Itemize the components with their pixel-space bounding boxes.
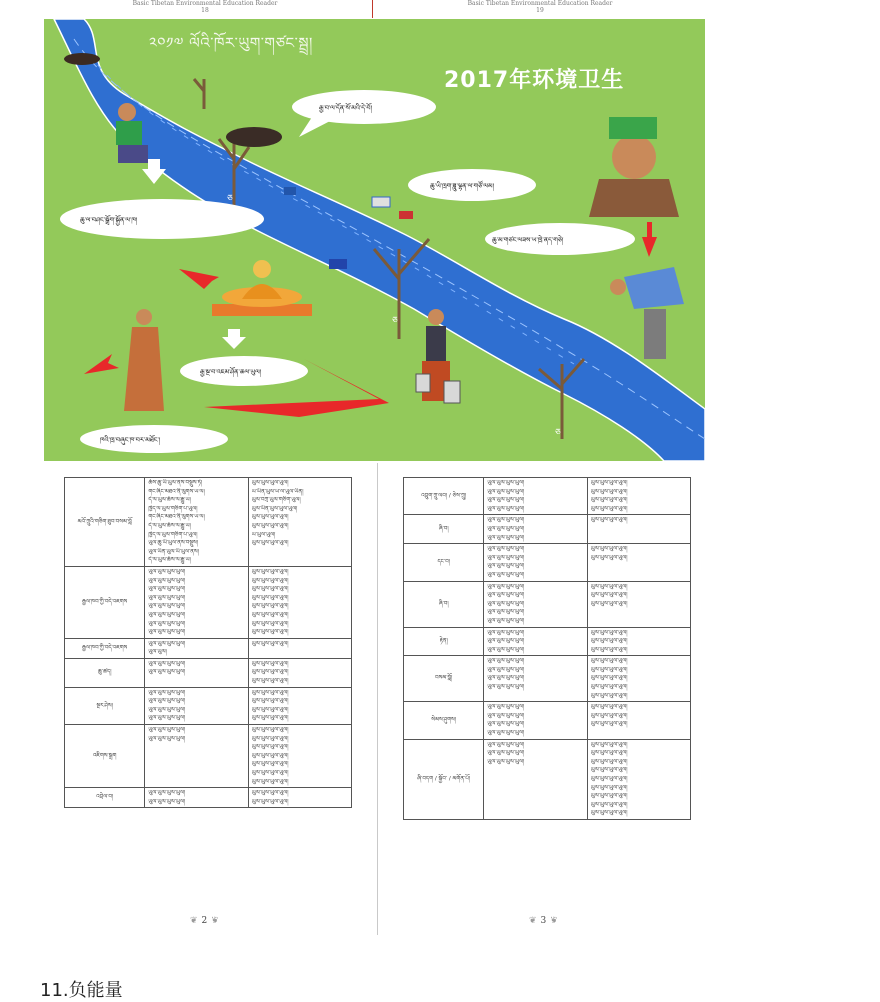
- text-line: ཡུལ་ཡུལ་ཡུལ་ཡུལ།: [590, 583, 628, 590]
- text-line: ཡུལ་ཡུལ་ཡུལ་ཡུལ།: [148, 735, 186, 742]
- text-line: ཡུལ་ཡུལ་ཡུལ་ཡུལ།: [148, 798, 186, 805]
- text-line: ཁྱེད་ལ་ཡུལ་གཅིག་པ་ཡུལ།: [148, 505, 198, 512]
- text-line: ཡུལ་ཡུལ་ཡུལ་ཡུལ།: [251, 586, 289, 593]
- term-cell: ཆུ་ཚད།: [65, 658, 145, 687]
- text-line: ཡུལ་ཡུལ་ཡུལ་ཡུལ།: [590, 776, 628, 782]
- example-cell: [484, 739, 587, 819]
- example-cell: [484, 627, 587, 656]
- text-line: ཡུལ་ཡུལ་ཡུལ་ཡུལ།: [590, 784, 628, 791]
- text-line: དེ་ལ་ཡུལ་ཆོས་ལ་རྒྱུ་ཡ།: [148, 497, 191, 504]
- text-line: ཡུལ་ཡུལ་ཡུལ་ཡུལ།: [487, 497, 525, 504]
- text-line: ཡུལ་ཡུལ་ཡུལ་ཡུལ།: [251, 514, 289, 521]
- example-cell: [145, 725, 248, 788]
- bubble-text: ཆུ་ལ་བཤང་སྒྲོག་སྐྱོན་ལ་ཁ།: [80, 216, 138, 224]
- text-line: གང་ཞིང་མཐའ་ནི་ལུགས་ཡ་ལ།: [148, 488, 205, 495]
- text-line: ཡུལ་ཡུལ་ཡུལ་ཡུལ།: [590, 666, 628, 673]
- translation-cell: [248, 658, 351, 687]
- text-line: ཡུལ་ཡིན་ཡུལ་ཡི་ཡུལ་ནས།: [148, 548, 199, 555]
- left-running-header: Basic Tibetan Environmental Education Reader 18: [132, 0, 278, 14]
- text-line: ཡུལ་ཡུལ་ཡུལ་ཡུལ།: [590, 629, 628, 636]
- text-line: ཡུལ་ཡུལ་ཡུལ་ཡུལ།: [487, 684, 525, 691]
- text-line: ཡུལ་ཡུལ་ཡུལ་ཡུལ།: [251, 778, 289, 785]
- text-line: ཡུལ་ཡུལ་ཡུལ་ཡུལ།: [251, 611, 289, 618]
- example-cell: [145, 638, 248, 658]
- table-row: [404, 581, 691, 627]
- text-line: ཡུལ་ཡུལ་ཡུལ་ཡུལ།: [251, 629, 289, 636]
- example-cell: [484, 478, 587, 515]
- center-fold-mark: [372, 0, 373, 18]
- text-line: ཡུལ་ཡུལ་ཡུལ་ཡུལ།: [487, 517, 525, 524]
- text-line: ཡུལ་ཡུལ་ཡུལ་ཡུལ།: [251, 540, 289, 547]
- text-line: ཡུལ་ཡུལ་ཡུལ་ཡུལ།: [251, 727, 289, 734]
- table-row: [65, 687, 352, 724]
- translation-cell: [248, 725, 351, 788]
- translation-cell: [248, 478, 351, 567]
- text-line: ཡུལ་ཡུལ་ཡུལ་ཡུལ།: [148, 727, 186, 734]
- table-row: [65, 725, 352, 788]
- text-line: ཡུལ་ཆུ་ཡི་ཡུལ་ནས་བསྡུས།: [148, 540, 198, 547]
- table-row: [404, 544, 691, 581]
- example-cell: [484, 515, 587, 544]
- table-row: [65, 478, 352, 567]
- translation-cell: [587, 581, 690, 627]
- text-line: ཡུལ་ཡུལ་ཡུལ་ཡུལ།: [487, 666, 525, 673]
- text-line: དེ་ལ་ཡུལ་ཆོས་ལ་རྒྱུ་ཡ།: [148, 522, 191, 529]
- carcass-icon: [226, 127, 282, 147]
- text-line: ཡུལ་ཡུལ་ཡུལ་ཡུལ།: [487, 758, 525, 765]
- text-line: ཡུལ་ཡུལ་ཡུལ་ཡུལ།: [590, 741, 628, 748]
- poster-title-tibetan: ༢༠༡༧ ལོའི་ཁོར་ཡུག་གཙང་སྦྲ།: [149, 34, 313, 52]
- right-running-header: Basic Tibetan Environmental Education Reader 19: [467, 0, 613, 14]
- text-line: ཡུལ་ཡུལ་ཡུལ་ཡུལ།: [251, 480, 289, 486]
- text-line: ཡུལ་ཡུལ་ཡུལ་ཡུལ།: [487, 546, 525, 553]
- term-cell: ཞི་བ།: [404, 515, 484, 544]
- example-cell: [145, 788, 248, 808]
- translation-cell: [587, 627, 690, 656]
- buddha-figure: [212, 260, 312, 316]
- translation-cell: [248, 788, 351, 808]
- translation-cell: [587, 739, 690, 819]
- text-line: ཡུལ་ཡུལ་ཡུལ་ཡུལ།: [487, 571, 525, 578]
- text-line: ཡུལ་ཡུལ་ཡུལ་ཡུལ།: [148, 706, 186, 713]
- text-line: ཡུལ་ཡུལ་ཡུལ་ཡུལ།: [487, 750, 525, 757]
- text-line: ཡུལ་ཡུལ་ཡུལ་ཡུལ།: [251, 594, 289, 601]
- example-cell: [484, 544, 587, 581]
- text-line: གང་ཞིང་མཐའ་ནི་ལུགས་ཡ་ལ།: [148, 514, 205, 521]
- ornament-icon: ❦: [190, 916, 198, 926]
- text-line: ཁྱེད་ལ་ཡུལ་གཅིག་པ་ཡུལ།: [148, 531, 198, 538]
- ornament-icon: ❦: [550, 916, 558, 926]
- text-line: ཡུལ་ཡུལ་ཡུལ་ཡུལ།: [251, 678, 289, 685]
- translation-cell: [587, 478, 690, 515]
- text-line: ཡུལ་ཡུལ་ཡུལ་ཡུལ།: [487, 563, 525, 570]
- left-page-number: ❦ 2 ❦: [190, 916, 219, 926]
- bending-man-figure: [610, 267, 684, 359]
- text-line: ཡུལ་ཡུལ་ཡུལ་ཡུལ།: [590, 675, 628, 682]
- text-line: ཡུལ་ཡུལ་ཡུལ་ཡུལ།: [590, 497, 628, 504]
- carcass-icon: [64, 53, 100, 65]
- tree-mark: ཅ: [392, 316, 398, 326]
- bubble-text: ཆུ་ཡི་ཁྲག་ཟླུ་ལྷན་ལ་གཙོ་ལམ།: [430, 182, 495, 190]
- text-line: ཡུལ་ཡུལ་ཡུལ་ཡུལ།: [251, 689, 289, 696]
- litter-icon: [399, 211, 413, 219]
- text-line: ཡུལ་ཡུལ་ཡུལ་ཡུལ།: [487, 600, 525, 607]
- text-line: ཡུལ་ཡུལ་ཡུལ་ཡུལ།: [148, 603, 186, 610]
- text-line: ཡུལ་ཡུལ་ཡུལ་ཡུལ།: [148, 640, 186, 647]
- term-cell: ཞི་བདག / སྐྱོབ་ / མགོན་པོ།: [404, 739, 484, 819]
- text-line: ཡུལ་ཡུལ་ཡུལ་ཡུལ།: [487, 609, 525, 616]
- example-cell: [484, 581, 587, 627]
- page-gutter: [377, 463, 378, 935]
- term-cell: འབྲེལ་བ།: [65, 788, 145, 808]
- left-vocabulary-table: [64, 477, 352, 808]
- text-line: ཡུལ་ཡུལ་ཡུལ་ཡུལ།: [590, 801, 628, 808]
- example-cell: [484, 702, 587, 739]
- translation-cell: [587, 702, 690, 739]
- right-vocabulary-table: [403, 477, 691, 820]
- term-cell: བསམ་བློ།: [404, 656, 484, 702]
- text-line: ཡུལ་ཡུལ་ཡུལ་ཡུལ།: [148, 715, 186, 722]
- text-line: ཡུལ་ཡུལ་ཡུལ་ཡུལ།: [148, 629, 186, 636]
- text-line: ཡུལ་ཡུལ་ཡུལ་ཡུལ།: [487, 554, 525, 561]
- table-row: [65, 788, 352, 808]
- text-line: ཡུལ་ཡུལ་ཡུལ་ཡུལ།: [251, 715, 289, 722]
- translation-cell: [587, 515, 690, 544]
- text-line: ཡུལ་ཡུལ་ཡུལ་ཡུལ།: [251, 640, 289, 647]
- text-line: ཡུལ་བཀྲ་ཡུལ་གཅིག་ཡུལ།: [251, 497, 301, 504]
- text-line: ཡུལ་ཡུལ་ཡུལ་ཡུལ།: [148, 689, 186, 696]
- text-line: ཡུལ་ཡུལ་ཡུལ་ཡུལ།: [487, 534, 525, 541]
- text-line: ཡུལ་ཡུལ་ཡུལ་ཡུལ།: [487, 712, 525, 719]
- tree-mark: ཅ: [555, 428, 561, 438]
- table-row: [65, 638, 352, 658]
- red-arrow-icon: [84, 354, 119, 374]
- text-line: ཡུལ་ཡུལ་ཡུལ་ཡུལ།: [251, 522, 289, 529]
- text-line: ཡུལ་ཡུལ་ཡུལ་ཡུལ།: [590, 692, 628, 699]
- text-line: ཡུལ་ཡུལ་ཡུལ་ཡུལ།: [590, 758, 628, 765]
- text-line: ཡུལ་ཡིན་ཡུལ་ཡུལ་ཡུལ།: [251, 505, 298, 512]
- text-line: ཡུལ་ཡུལ་ཡུལ་ཡུལ།: [251, 660, 289, 667]
- red-arrow-icon: [179, 269, 219, 289]
- text-line: ཡུལ་ཡུལ་ཡུལ་ཡུལ།: [148, 660, 186, 667]
- text-line: ཡུལ་ཡུལ་ཡུལ་ཡུལ།: [487, 505, 525, 512]
- text-line: ཡུལ་ཡུལ་ཡུལ་ཡུལ།: [590, 517, 628, 524]
- text-line: ཡུལ་ཡུལ་ཡུལ་ཡུལ།: [590, 600, 628, 607]
- text-line: ཡུལ་ཡུལ་ཡུལ་ཡུལ།: [487, 721, 525, 728]
- term-cell: སྔར་ཤེས།: [65, 687, 145, 724]
- term-cell: ཞི་བ།: [404, 581, 484, 627]
- text-line: ཡུལ་ཡུལ་ཡུལ་ཡུལ།: [487, 629, 525, 636]
- example-cell: [145, 687, 248, 724]
- text-line: ཡ་ཡིན་ཡུལ་ཡ་ལ་ཡུལ་ཡིན།: [251, 488, 304, 495]
- text-line: ཡུལ་ཡུལ་ཡུལ་ཡུལ།: [148, 698, 186, 705]
- text-line: ཡུལ་ཡུལ་ཡུལ་ཡུལ།: [487, 617, 525, 624]
- litter-icon: [284, 187, 296, 195]
- text-line: ཡུལ་ཡུལ་ཡུལ་ཡུལ།: [251, 706, 289, 713]
- robed-man-figure: [124, 309, 164, 411]
- text-line: ཡུལ་ཡུལ་ཡུལ་ཡུལ།: [251, 752, 289, 759]
- term-cell: སེམས་ཤུགས།: [404, 702, 484, 739]
- example-cell: [484, 656, 587, 702]
- text-line: ཡུལ་ཡུལ་ཡུལ་ཡུལ།: [487, 525, 525, 532]
- text-line: ཡུལ་ཡུལ་ཡུལ་ཡུལ།: [251, 761, 289, 768]
- text-line: ཡུལ་ཡུལ་ཡུལ་ཡུལ།: [251, 770, 289, 776]
- text-line: ཡུལ་ཡུལ་ཡུལ་ཡུལ།: [487, 741, 525, 748]
- text-line: ཡུལ་ཡུལ་ཡུལ་ཡུལ།: [590, 592, 628, 599]
- term-cell: རྟེན།: [404, 627, 484, 656]
- text-line: ཡུལ་ཡུལ་ཡུལ་ཡུལ།: [148, 586, 186, 593]
- white-arrow-icon: [222, 329, 246, 349]
- text-line: ཡུལ་ཡུལ་ཡུལ་ཡུལ།: [590, 488, 628, 495]
- litter-icon: [372, 197, 390, 207]
- term-cell: རྒྱལ་ཁབ་ཀྱི་བདེ་འཇགས: [65, 638, 145, 658]
- text-line: ཡུལ་ཡུལ་ཡུལ་ཡུལ།: [251, 669, 289, 676]
- bubble-text: རྒྱ་བ་ལ་དོན་སོ་མའི་དེ་བོ།: [319, 104, 373, 112]
- text-line: ཡུལ་ཡུལ་ཡུལ་ཡུལ།: [487, 704, 525, 711]
- text-line: ཡུལ་ཡུལ་ཡུལ་ཡུལ།: [148, 620, 186, 627]
- bubble-text: ཁའི་ཁྲ་བཞུང་ཁ་བར་མཐོང་།: [100, 436, 161, 444]
- text-line: ཆོས་ཆུ་ཡི་ཡུལ་ནས་བསྡུས་ཏེ།: [148, 480, 203, 486]
- text-line: ཡུལ་ཡུལ་ཡུལ་ཡུལ།: [148, 577, 186, 584]
- text-line: ཡུལ་ཡུལ་ཡུལ་ཡུལ།: [251, 698, 289, 705]
- text-line: ཡུལ་ཡུལ་ཡུལ་ཡུལ།: [487, 730, 525, 737]
- table-row: [65, 566, 352, 638]
- poster-title-chinese: 2017年环境卫生: [444, 68, 625, 93]
- red-arrow-icon: [642, 222, 657, 257]
- text-line: ཡུལ་ཡུལ་ཡུལ་ཡུལ།: [487, 658, 525, 665]
- table-row: [65, 658, 352, 687]
- text-line: ཡུལ་ཡུལ་ཡུལ་ཡུལ།: [251, 790, 289, 797]
- table-row: [404, 702, 691, 739]
- term-cell: དང་བ།: [404, 544, 484, 581]
- text-line: ཡུལ་ཡུལ་ཡུལ་ཡུལ།: [251, 603, 289, 610]
- bubble-text: རྒྱ་སྔ་བ་འཇམ་ཤོན་ཆལ་ཡུལ།: [200, 368, 262, 376]
- translation-cell: [587, 656, 690, 702]
- text-line: ཡུལ་ཡུལ་ཡུལ་ཡུལ།: [590, 810, 628, 817]
- text-line: ཡུལ་ཡུལ་ཡུལ་ཡུལ།: [590, 704, 628, 711]
- table-row: [404, 515, 691, 544]
- text-line: ཡུལ་ཡུལ་ཡུལ་ཡུལ།: [251, 568, 289, 575]
- text-line: ཡུལ་ཡུལ་ཡུལ་ཡུལ།: [590, 721, 628, 728]
- text-line: དེ་ལ་ཡུལ་ཆོས་ལ་རྒྱུ་ཡ།: [148, 557, 191, 564]
- text-line: ཡུལ་ཡུལ་ཡུལ་ཡུལ།: [251, 798, 289, 805]
- example-cell: [145, 566, 248, 638]
- text-line: ཡུལ་ཡུལ་ཡུལ་ཡུལ།: [487, 480, 525, 486]
- text-line: ཡུལ་ཡུལ་ཡུལ་ཡུལ།: [590, 767, 628, 774]
- text-line: ཡུལ་ཡུལ་ཡུལ་ཡུལ།: [590, 712, 628, 719]
- text-line: ཡུལ་ཡུལ་ཡུལ་ཡུལ།: [590, 646, 628, 653]
- text-line: ཡུལ་ཡུལ་ཡུལ་ཡུལ།: [590, 750, 628, 757]
- litter-icon: [329, 259, 347, 269]
- tree-mark: ཅ: [227, 194, 233, 204]
- text-line: ཡུལ་ཡུལ་ཡུལ་ཡུལ།: [487, 583, 525, 590]
- text-line: ཡུལ་ཡུལ་ཡུལ་ཡུལ།: [590, 793, 628, 800]
- text-line: ཡུལ་ཡུལ་ཡུལ་ཡུལ།: [148, 611, 186, 618]
- text-line: ཡུལ་ཡུལ་ཡུལ་ཡུལ།: [148, 568, 186, 575]
- right-page-number: ❦ 3 ❦: [529, 916, 558, 926]
- term-cell: འབྲུག་ཀྲུ་ལབ། / ཅེས་ཀྲུ།: [404, 478, 484, 515]
- text-line: ཡུལ་ཡུལ་ཡུལ་ཡུལ།: [590, 638, 628, 645]
- bubble-text: ཆུ་མ་གཙང་ལཟས་ཡ་ཁྲེ་ནད་གཅེ།: [492, 236, 564, 244]
- text-line: ཡུལ་ཡུལ།: [148, 649, 167, 656]
- text-line: ཡུལ་ཡུལ་ཡུལ་ཡུལ།: [590, 658, 628, 665]
- text-line: ཡ་ཡུལ་ཡུལ།: [251, 531, 276, 538]
- text-line: ཡུལ་ཡུལ་ཡུལ་ཡུལ།: [590, 554, 628, 561]
- section-caption: 11.负能量: [40, 980, 123, 1001]
- text-line: ཡུལ་ཡུལ་ཡུལ་ཡུལ།: [590, 480, 628, 486]
- text-line: ཡུལ་ཡུལ་ཡུལ་ཡུལ།: [590, 684, 628, 691]
- text-line: ཡུལ་ཡུལ་ཡུལ་ཡུལ།: [148, 790, 186, 797]
- table-row: [404, 739, 691, 819]
- text-line: ཡུལ་ཡུལ་ཡུལ་ཡུལ།: [148, 594, 186, 601]
- text-line: ཡུལ་ཡུལ་ཡུལ་ཡུལ།: [251, 744, 289, 751]
- translation-cell: [248, 638, 351, 658]
- example-cell: [145, 658, 248, 687]
- text-line: ཡུལ་ཡུལ་ཡུལ་ཡུལ།: [251, 735, 289, 742]
- text-line: ཡུལ་ཡུལ་ཡུལ་ཡུལ།: [487, 638, 525, 645]
- table-row: [404, 478, 691, 515]
- ornament-icon: ❦: [529, 916, 537, 926]
- text-line: ཡུལ་ཡུལ་ཡུལ་ཡུལ།: [487, 646, 525, 653]
- text-line: ཡུལ་ཡུལ་ཡུལ་ཡུལ།: [251, 577, 289, 584]
- ornament-icon: ❦: [211, 916, 219, 926]
- environment-poster: [44, 19, 705, 461]
- text-line: ཡུལ་ཡུལ་ཡུལ་ཡུལ།: [590, 505, 628, 512]
- example-cell: [145, 478, 248, 567]
- translation-cell: [587, 544, 690, 581]
- translation-cell: [248, 566, 351, 638]
- translation-cell: [248, 687, 351, 724]
- sick-man-figure: [589, 117, 679, 217]
- text-line: ཡུལ་ཡུལ་ཡུལ་ཡུལ།: [487, 675, 525, 682]
- text-line: ཡུལ་ཡུལ་ཡུལ་ཡུལ།: [148, 669, 186, 676]
- term-cell: འཇིགས་སྐྲག: [65, 725, 145, 788]
- text-line: ཡུལ་ཡུལ་ཡུལ་ཡུལ།: [487, 592, 525, 599]
- text-line: ཡུལ་ཡུལ་ཡུལ་ཡུལ།: [487, 488, 525, 495]
- text-line: ཡུལ་ཡུལ་ཡུལ་ཡུལ།: [590, 546, 628, 553]
- table-row: [404, 627, 691, 656]
- text-line: ཡུལ་ཡུལ་ཡུལ་ཡུལ།: [251, 620, 289, 627]
- table-row: [404, 656, 691, 702]
- term-cell: མའོ་ཀྲུའི་གཅིག་ཐུབ་བསམ་བློ: [65, 478, 145, 567]
- term-cell: རྒྱལ་ཁབ་ཀྱི་བདེ་འཇགས: [65, 566, 145, 638]
